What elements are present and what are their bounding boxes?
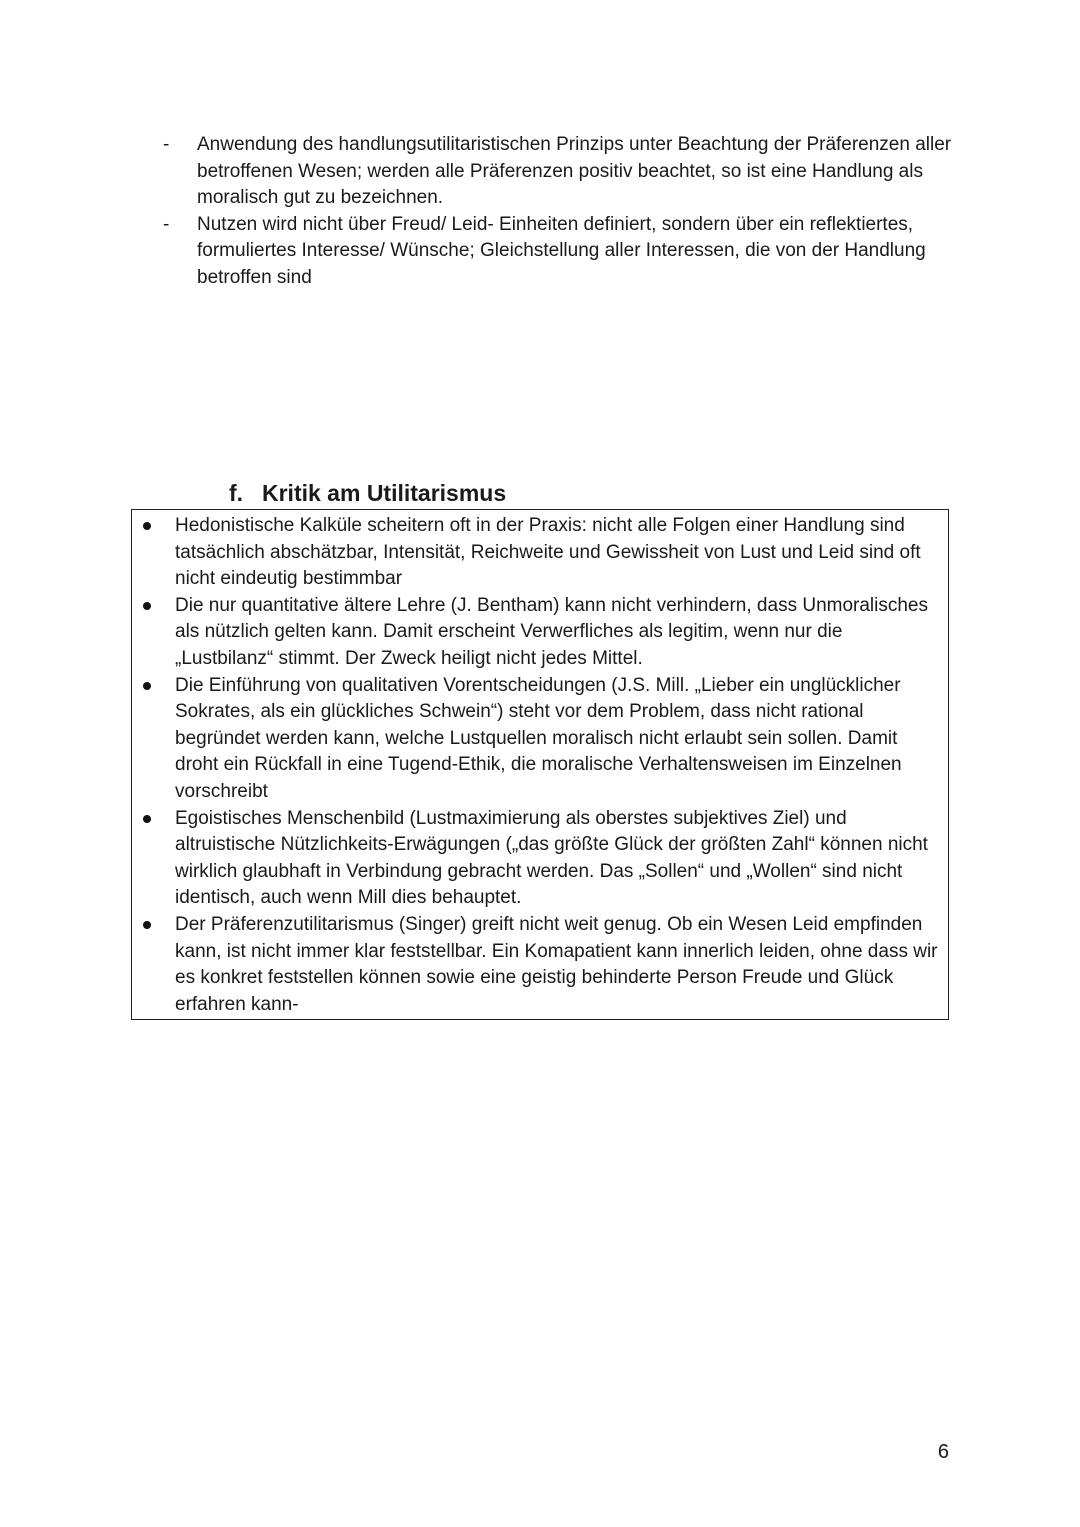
page-number: 6 <box>937 1441 949 1463</box>
list-item <box>160 132 960 212</box>
list-item-text: Die Einführung von qualitativen Vorentscheidungen (J.S. Mill. „Lieber ein unglücklicher Sokrates, als ein glückliches Schwein“) steht vor dem Problem, dass nicht rational begründet werden kann, welche Lustquellen moralisch nicht erlaubt sein sollen. Damit droht ein Rückfall in eine Tugend-Ethik, die moralische Verhaltensweisen im Einzelnen vorschreibt <box>175 674 902 802</box>
bullet-icon <box>143 682 151 690</box>
list-item-text: Hedonistische Kalküle scheitern oft in der Praxis: nicht alle Folgen einer Handlung sind tatsächlich abschätzbar, Intensität, Reichweite und Gewissheit von Lust und Leid sind oft nicht eindeutig bestimmbar <box>175 515 921 590</box>
list-item-text: Nutzen wird nicht über Freud/ Leid- Einheiten definiert, sondern über ein reflektiertes, formuliertes Interesse/ Wünsche; Gleichstellung aller Interessen, die von der Handlung betroffen sind <box>197 213 926 288</box>
list-item <box>160 212 960 292</box>
critique-list <box>132 510 948 1018</box>
bullet-icon <box>143 815 151 823</box>
list-item-text: Anwendung des handlungsutilitaristischen Prinzips unter Beachtung der Präferenzen aller betroffenen Wesen; werden alle Präferenzen positiv beachtet, so ist eine Handlung als moralisch gut zu bezeichnen. <box>197 134 952 209</box>
list-item <box>132 593 948 673</box>
dash-marker: - <box>163 134 170 155</box>
critique-box <box>131 509 949 1020</box>
section-heading <box>229 478 506 508</box>
list-item <box>132 806 948 912</box>
section-title: Kritik am Utilitarismus <box>262 480 507 506</box>
list-item-text: Egoistisches Menschenbild (Lustmaximierung als oberstes subjektives Ziel) und altruistische Nützlichkeits-Erwägungen („das größte Glück der größten Zahl“ können nicht wirklich glaubhaft in Verbindung gebracht werden. Das „Sollen“ und „Wollen“ sind nicht identisch, auch wenn Mill dies behauptet. <box>175 807 928 909</box>
bullet-icon <box>143 522 151 530</box>
bullet-icon <box>143 602 151 610</box>
list-item-text: Der Präferenzutilitarismus (Singer) greift nicht weit genug. Ob ein Wesen Leid empfinden kann, ist nicht immer klar feststellbar. Ein Komapatient kann innerlich leiden, ohne dass wir es konkret feststellen können sowie eine geistig behinderte Person Freude und Glück erfahren kann- <box>175 913 938 1015</box>
dash-marker: - <box>163 213 170 235</box>
preference-utilitarianism-list <box>160 132 960 292</box>
section-letter: f. <box>229 480 244 506</box>
bullet-icon <box>143 921 151 929</box>
list-item <box>132 673 948 806</box>
list-item-text: Die nur quantitative ältere Lehre (J. Bentham) kann nicht verhindern, dass Unmoralisches als nützlich gelten kann. Damit erscheint Verwerfliches als legitim, wenn nur die „Lustbilanz“ stimmt. Der Zweck heiligt nicht jedes Mittel. <box>175 594 928 669</box>
list-item <box>132 912 948 1018</box>
list-item <box>132 513 948 593</box>
